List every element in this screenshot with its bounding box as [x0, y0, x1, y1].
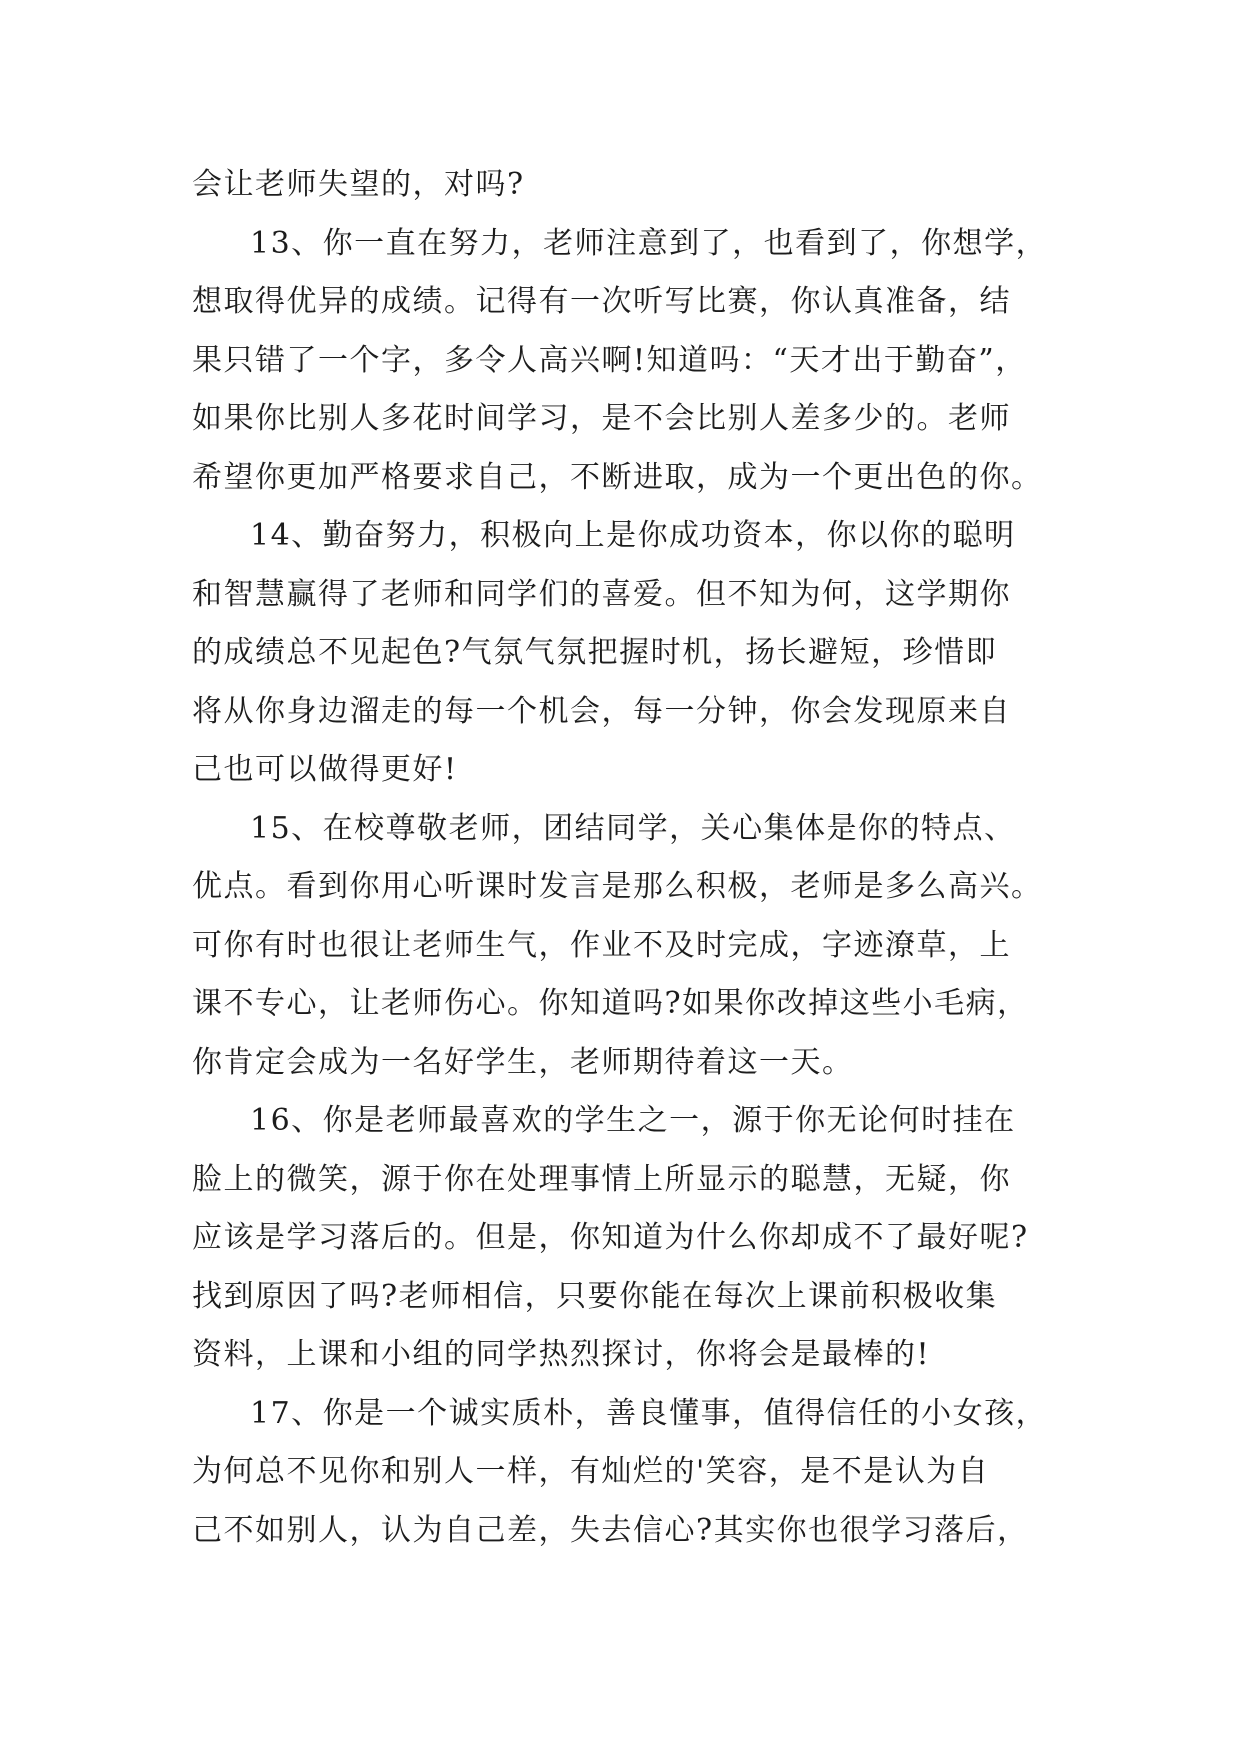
text-line: 14、勤奋努力，积极向上是你成功资本，你以你的聪明 — [250, 518, 1016, 553]
text-line: 己也可以做得更好! — [192, 752, 458, 787]
text-line: 希望你更加严格要求自己，不断进取，成为一个更出色的你。 — [192, 459, 1043, 495]
text-line: 脸上的微笑，源于你在处理事情上所显示的聪慧，无疑，你 — [192, 1161, 1011, 1197]
text-line: 应该是学习落后的。但是，你知道为什么你却成不了最好呢? — [192, 1220, 1029, 1255]
text-line: 想取得优异的成绩。记得有一次听写比赛，你认真准备，结 — [192, 284, 1011, 319]
text-line: 你肯定会成为一名好学生，老师期待着这一天。 — [192, 1044, 854, 1080]
text-line: 13、你一直在努力，老师注意到了，也看到了，你想学， — [250, 225, 1048, 261]
text-line: 17、你是一个诚实质朴，善良懂事，值得信任的小女孩， — [250, 1395, 1048, 1431]
text-line: 16、你是老师最喜欢的学生之一，源于你无论何时挂在 — [250, 1103, 1016, 1138]
text-line: 将从你身边溜走的每一个机会，每一分钟，你会发现原来自 — [192, 693, 1011, 729]
text-line: 的成绩总不见起色?气氛气氛把握时机，扬长避短，珍惜即 — [192, 635, 998, 670]
text-line: 可你有时也很让老师生气，作业不及时完成，字迹潦草，上 — [192, 927, 1011, 963]
text-line: 会让老师失望的，对吗? — [192, 167, 525, 202]
text-line: 和智慧赢得了老师和同学们的喜爱。但不知为何，这学期你 — [192, 576, 1011, 612]
document-body — [192, 156, 1052, 1560]
text-line: 资料，上课和小组的同学热烈探讨，你将会是最棒的! — [192, 1337, 931, 1372]
text-line: 15、在校尊敬老师，团结同学，关心集体是你的特点、 — [250, 810, 1016, 846]
text-line: 优点。看到你用心听课时发言是那么积极，老师是多么高兴。 — [192, 869, 1043, 904]
text-line: 己不如别人，认为自己差，失去信心?其实你也很学习落后， — [192, 1512, 1029, 1548]
text-line: 如果你比别人多花时间学习，是不会比别人差多少的。老师 — [192, 401, 1011, 436]
text-line: 找到原因了吗?老师相信，只要你能在每次上课前积极收集 — [192, 1278, 998, 1314]
text-line: 为何总不见你和别人一样，有灿烂的'笑容，是不是认为自 — [192, 1454, 990, 1489]
text-line: 果只错了一个字，多令人高兴啊!知道吗：“天才出于勤奋”， — [192, 342, 1027, 378]
text-line: 课不专心，让老师伤心。你知道吗?如果你改掉这些小毛病， — [192, 986, 1029, 1021]
